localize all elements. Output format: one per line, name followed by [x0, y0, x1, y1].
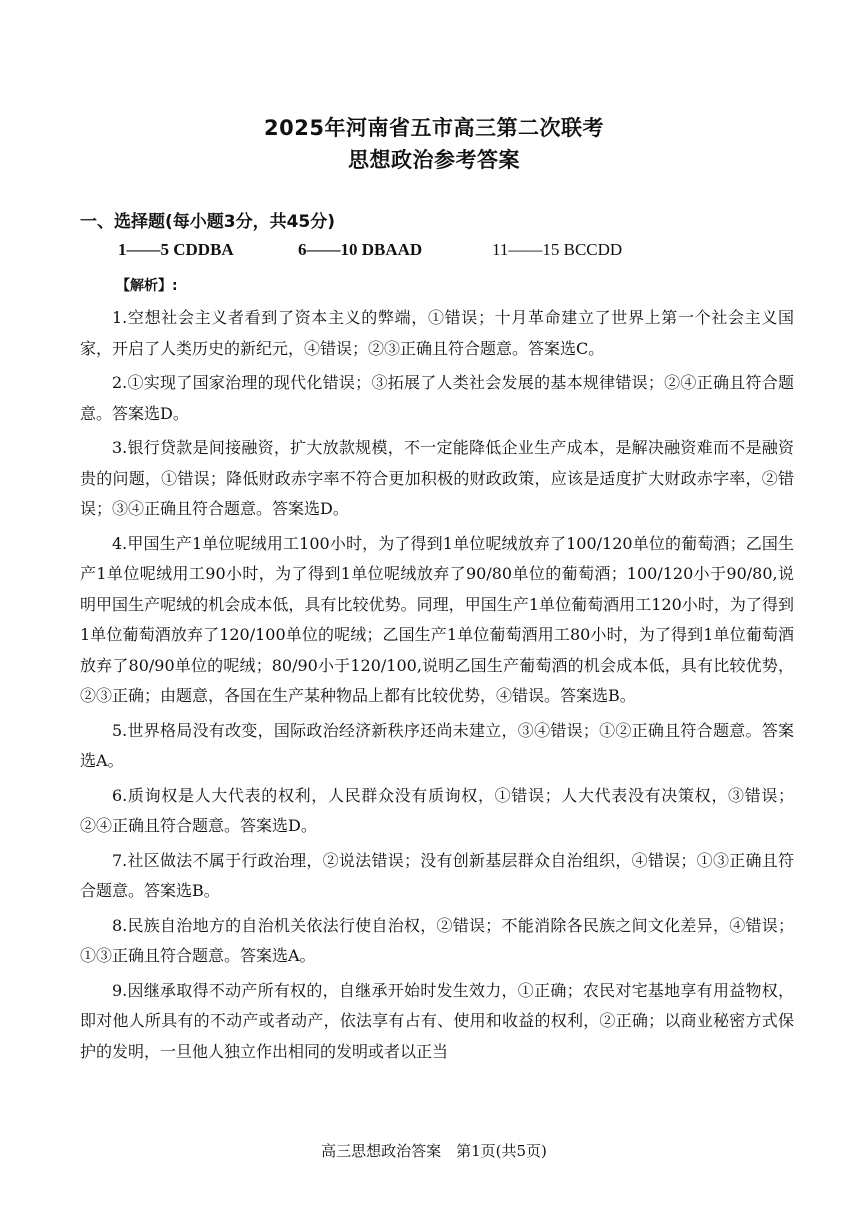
- explanation-item: 2.①实现了国家治理的现代化错误；③拓展了人类社会发展的基本规律错误；②④正确且符合题意。答案选D。: [80, 373, 794, 423]
- explanation-item: 8.民族自治地方的自治机关依法行使自治权，②错误；不能消除各民族之间文化差异，④错误；①③正确且符合题意。答案选A。: [80, 915, 794, 965]
- answer-group-1: 1——5 CDDBA: [118, 240, 234, 259]
- exam-subtitle: 思想政治参考答案: [348, 148, 520, 172]
- explanation-item: 9.因继承取得不动产所有权的，自继承开始时发生效力，①正确；农民对宅基地享有用益物权，即对他人所具有的不动产或者动产，依法享有占有、使用和收益的权利，②正确；以商业秘密方式保护的发明，一旦他人独立作出相同的发明或者以正当: [80, 980, 794, 1061]
- explanations: [80, 303, 794, 1071]
- explanation-item: 5.世界格局没有改变，国际政治经济新秩序还尚未建立，③④错误；①②正确且符合题意。答案选A。: [80, 720, 794, 770]
- analysis-label: 【解析】:: [116, 278, 178, 294]
- page-footer: 高三思想政治答案 第1页(共5页): [321, 1142, 547, 1160]
- exam-title: 2025年河南省五市高三第二次联考: [264, 116, 604, 140]
- explanation-item: 4.甲国生产1单位呢绒用工100小时，为了得到1单位呢绒放弃了100/120单位的葡萄酒；乙国生产1单位呢绒用工90小时，为了得到1单位呢绒放弃了90/80单位的葡萄酒；100/120小于90/80,说明甲国生产呢绒的机会成本低，具有比较优势。同理，甲国生产1单位葡萄酒用工120小时，为了得到1单位葡萄酒放弃了120/100单位的呢绒；乙国生产1单位葡萄酒用工80小时，为了得到1单位葡萄酒放弃了80/90单位的呢绒；80/90小于120/100,说明乙国生产葡萄酒的机会成本低，具有比较优势，②③正确；由题意，各国在生产某种物品上都有比较优势，④错误。答案选B。: [80, 533, 794, 705]
- answer-group-2: 6——10 DBAAD: [298, 240, 423, 259]
- explanation-item: 3.银行贷款是间接融资，扩大放款规模，不一定能降低企业生产成本，是解决融资难而不是融资贵的问题，①错误；降低财政赤字率不符合更加积极的财政政策，应该是适度扩大财政赤字率，②错误；③④正确且符合题意。答案选D。: [80, 438, 794, 518]
- section-heading: 一、选择题(每小题3分，共45分): [80, 212, 336, 232]
- explanation-item: 6.质询权是人大代表的权利，人民群众没有质询权，①错误；人大代表没有决策权，③错误；②④正确且符合题意。答案选D。: [80, 785, 794, 835]
- answer-group-3: 11——15 BCCDD: [492, 240, 623, 259]
- explanation-item: 1.空想社会主义者看到了资本主义的弊端，①错误；十月革命建立了世界上第一个社会主义国家，开启了人类历史的新纪元，④错误；②③正确且符合题意。答案选C。: [80, 308, 794, 358]
- explanation-item: 7.社区做法不属于行政治理，②说法错误；没有创新基层群众自治组织，④错误；①③正确且符合题意。答案选B。: [80, 850, 794, 900]
